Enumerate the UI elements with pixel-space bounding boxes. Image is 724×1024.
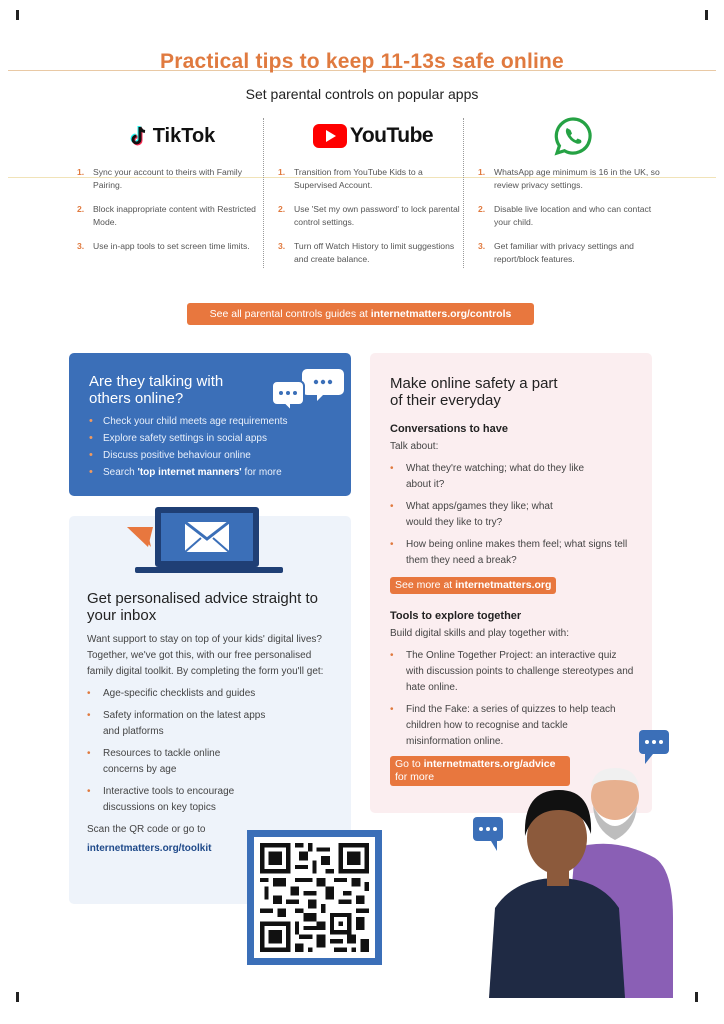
chat-bubbles-icon — [269, 361, 349, 421]
tip-number: 2. — [278, 204, 286, 214]
list-item — [77, 240, 267, 253]
list-item — [87, 686, 333, 702]
whatsapp-icon — [553, 116, 593, 156]
list-item — [478, 203, 668, 228]
list-text: Age-specific checklists and guides — [103, 688, 256, 699]
tip-text: Block inappropriate content with Restricted Mode. — [93, 204, 256, 227]
advice-list — [87, 686, 333, 816]
tip-text: Sync your account to theirs with Family Pairing. — [93, 167, 243, 190]
crop-mark — [16, 10, 19, 20]
list-text: Interactive tools to encourage discussions on key topics — [103, 786, 235, 813]
controls-link-button[interactable] — [187, 303, 534, 325]
bullet: • — [89, 466, 93, 478]
tip-text: Transition from YouTube Kids to a Supervised Account. — [294, 167, 423, 190]
talking-list — [89, 413, 335, 481]
list-text: Explore safety settings in social apps — [103, 433, 267, 444]
tools-heading: Tools to explore together — [390, 610, 522, 622]
tools-list — [390, 648, 634, 750]
tiktok-name: TikTok — [152, 124, 216, 147]
list-text: Find the Fake: a series of quizzes to help teach children how to recognise and tackle misinformation online. — [406, 704, 616, 747]
list-item — [87, 784, 333, 816]
list-item — [89, 447, 335, 464]
tip-number: 3. — [278, 241, 286, 251]
list-text: Safety information on the latest apps and platforms — [103, 710, 266, 737]
list-text: What apps/games they like; what would they like to try? — [406, 501, 553, 528]
list-item — [77, 203, 267, 228]
bullet: • — [87, 748, 91, 759]
crop-mark — [695, 992, 698, 1002]
talking-heading: Are they talking with others online? — [89, 373, 224, 407]
list-item — [390, 702, 634, 750]
youtube-logo — [278, 112, 468, 160]
list-item — [278, 166, 468, 191]
list-text: Check your child meets age requirements — [103, 416, 288, 427]
talking-online-box — [69, 353, 351, 496]
bullet: • — [87, 710, 91, 721]
bullet: • — [390, 463, 394, 474]
advice-link-url: internetmatters.org/advice — [423, 758, 556, 770]
whatsapp-tips — [478, 166, 668, 265]
bullet: • — [87, 688, 91, 699]
list-item — [89, 464, 335, 481]
list-item — [478, 166, 668, 191]
list-item — [390, 648, 634, 696]
tip-text: Use 'Set my own password' to lock parental control settings. — [294, 204, 460, 227]
list-item — [390, 499, 634, 531]
tip-text: Use in-app tools to set screen time limits. — [93, 241, 250, 251]
advice-link-suffix: for more — [395, 771, 435, 783]
people-illustration — [485, 758, 685, 998]
controls-link-prefix: See all parental controls guides at — [209, 308, 371, 320]
tip-number: 2. — [478, 204, 486, 214]
list-text: How being online makes them feel; what signs tell them they need a break? — [406, 539, 628, 566]
controls-link-url: internetmatters.org/controls — [370, 308, 512, 320]
page-subtitle: Set parental controls on popular apps — [245, 86, 479, 102]
tip-number: 1. — [77, 167, 85, 177]
crop-mark — [705, 10, 708, 20]
column-divider — [463, 118, 464, 268]
conversations-list — [390, 461, 634, 569]
list-text: The Online Together Project: an interactive quiz with discussion points to challenge stereotypes and hate online. — [406, 650, 634, 693]
tiktok-tips — [77, 166, 267, 253]
see-more-button[interactable] — [390, 577, 556, 594]
youtube-column — [278, 112, 468, 277]
tools-intro: Build digital skills and play together with: — [390, 628, 569, 639]
list-item — [478, 240, 668, 265]
toolkit-link[interactable]: internetmatters.org/toolkit — [87, 843, 212, 854]
list-text: Resources to tackle online concerns by age — [103, 748, 221, 775]
bullet: • — [390, 501, 394, 512]
see-more-prefix: See more at — [395, 579, 456, 591]
tiktok-icon — [129, 125, 149, 147]
youtube-name: YouTube — [349, 124, 434, 147]
list-text: Discuss positive behaviour online — [103, 450, 251, 461]
tiktok-logo — [77, 112, 267, 160]
qr-code-icon — [260, 843, 369, 952]
tip-text: WhatsApp age minimum is 16 in the UK, so review privacy settings. — [494, 167, 660, 190]
advice-link-prefix: Go to — [395, 758, 424, 770]
bullet: • — [87, 786, 91, 797]
tip-number: 3. — [478, 241, 486, 251]
bullet: • — [390, 704, 394, 715]
whatsapp-logo — [478, 112, 668, 160]
tip-number: 2. — [77, 204, 85, 214]
list-text: Search 'top internet manners' for more — [103, 467, 282, 478]
advice-intro: Want support to stay on top of your kids' digital lives? Together, we've got this, with our free personalised family digital toolkit. By completing the form you'll get: — [87, 634, 324, 677]
crop-mark — [16, 992, 19, 1002]
everyday-heading: Make online safety a part of their everyday — [390, 375, 558, 409]
scan-text: Scan the QR code or go to — [87, 824, 206, 835]
conversations-heading: Conversations to have — [390, 423, 508, 435]
talk-about-text: Talk about: — [390, 441, 439, 452]
youtube-tips — [278, 166, 468, 265]
list-item — [390, 537, 634, 569]
page-title: Practical tips to keep 11-13s safe online — [160, 50, 564, 73]
list-item — [87, 746, 333, 778]
list-item — [77, 166, 267, 191]
bullet: • — [390, 539, 394, 550]
laptop-email-icon — [125, 505, 285, 575]
see-more-url: internetmatters.org — [455, 579, 552, 591]
tip-number: 3. — [77, 241, 85, 251]
column-divider — [263, 118, 264, 268]
list-item — [390, 461, 634, 493]
tip-text: Get familiar with privacy settings and report/block features. — [494, 241, 634, 264]
list-text: What they're watching; what do they like about it? — [406, 463, 585, 490]
tip-text: Turn off Watch History to limit suggestions and create balance. — [294, 241, 455, 264]
tip-text: Disable live location and who can contact your child. — [494, 204, 652, 227]
youtube-play-icon — [313, 124, 347, 148]
advice-heading: Get personalised advice straight to your inbox — [87, 590, 318, 624]
everyday-safety-box — [370, 353, 652, 813]
whatsapp-column — [478, 112, 668, 277]
tiktok-column — [77, 112, 267, 265]
bullet: • — [390, 650, 394, 661]
list-item — [87, 708, 333, 740]
list-item — [278, 240, 468, 265]
qr-code[interactable] — [247, 830, 382, 965]
list-item — [278, 203, 468, 228]
bullet: • — [89, 432, 93, 444]
list-item — [89, 430, 335, 447]
bullet: • — [89, 415, 93, 427]
tip-number: 1. — [478, 167, 486, 177]
bullet: • — [89, 449, 93, 461]
tip-number: 1. — [278, 167, 286, 177]
